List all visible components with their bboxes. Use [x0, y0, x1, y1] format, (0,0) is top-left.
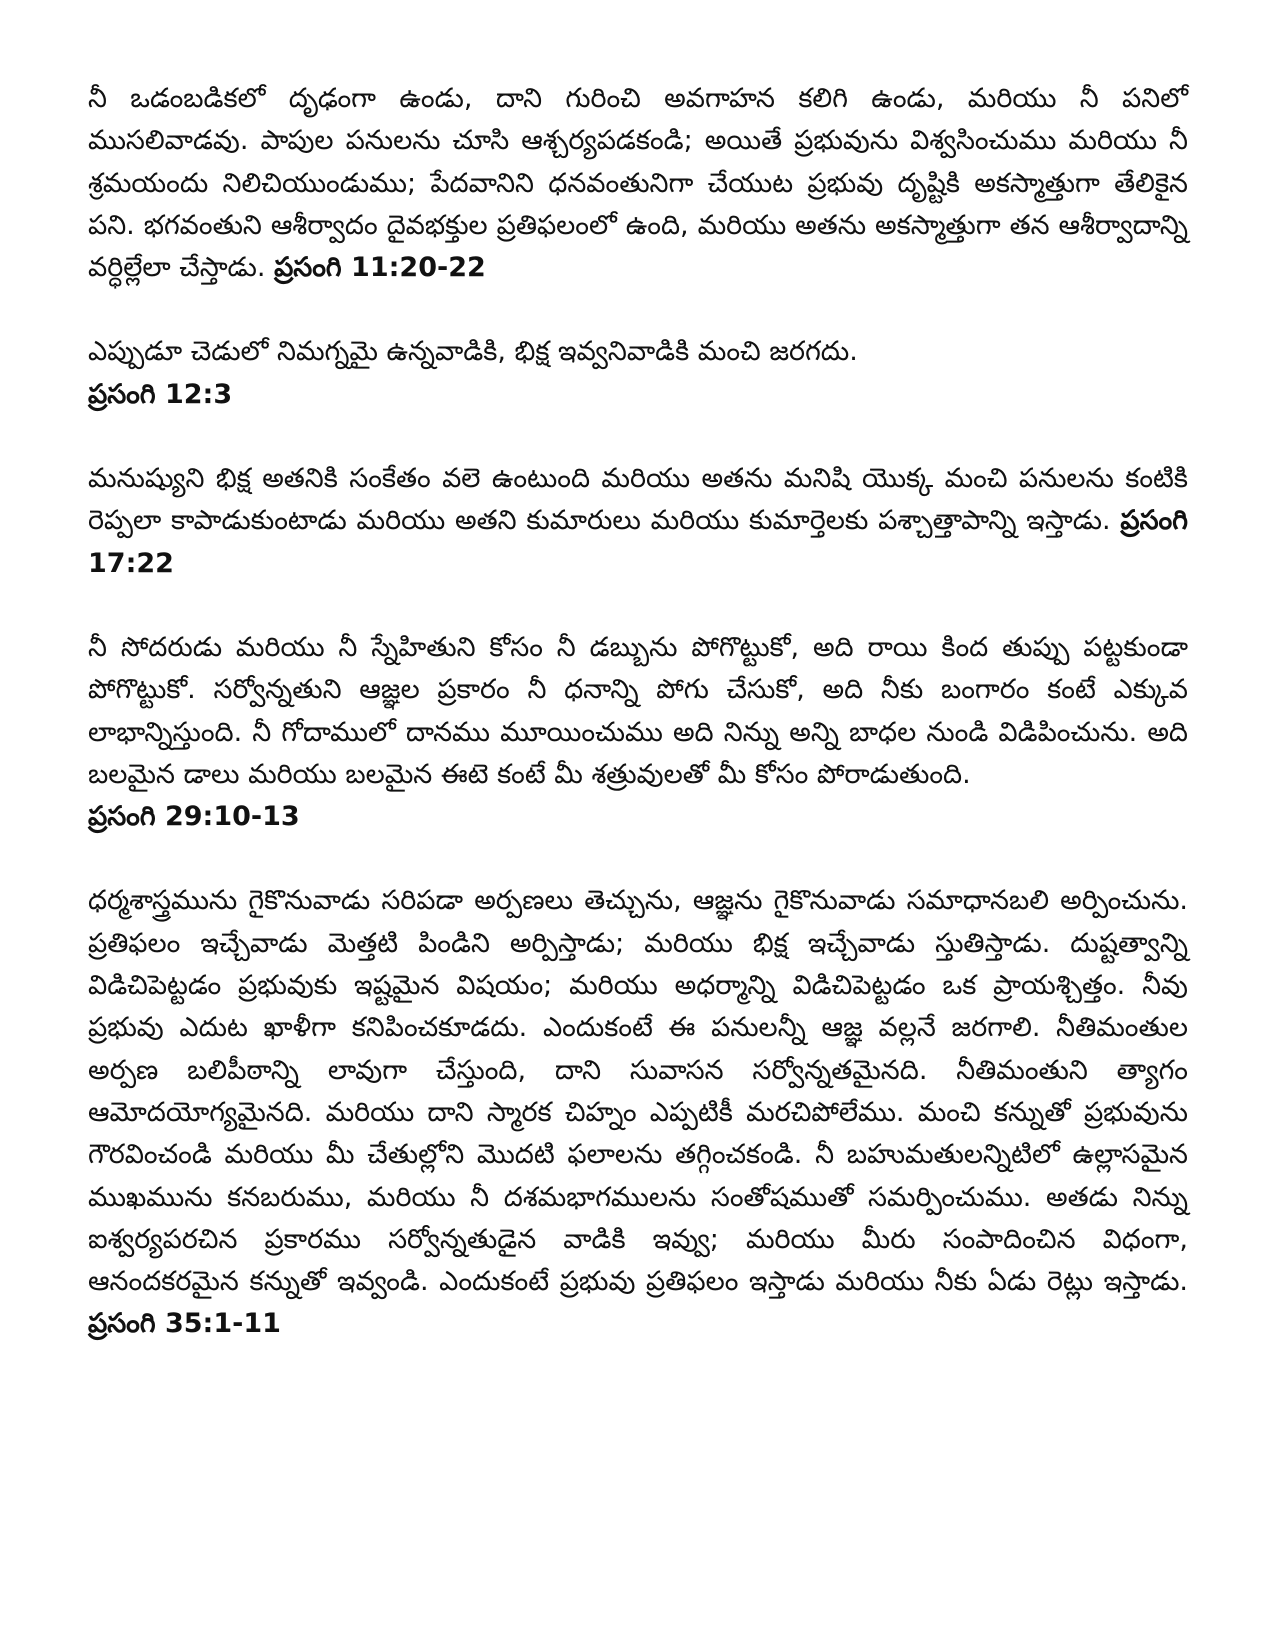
scripture-reference: ప్రసంగి 12:3 — [88, 378, 233, 410]
paragraph-4 — [88, 627, 1188, 838]
paragraph-text: నీ ఒడంబడికలో దృఢంగా ఉండు, దాని గురించి అవగాహన కలిగి ఉండు, మరియు నీ పనిలో ముసలివాడవు. పాపుల పనులను చూసి ఆశ్చర్యపడకండి; అయితే ప్రభువును విశ్వసించుము మరియు నీ శ్రమయందు నిలిచియుండుము; పేదవానిని ధనవంతునిగా చేయుట ప్రభువు దృష్టికి అకస్మాత్తుగా తేలికైన పని. భగవంతుని ఆశీర్వాదం దైవభక్తుల ప్రతిఫలంలో ఉంది, మరియు అతను అకస్మాత్తుగా తన ఆశీర్వాదాన్ని వర్ధిల్లేలా చేస్తాడు. — [88, 83, 1188, 284]
paragraph-text: ధర్మశాస్త్రమును గైకొనువాడు సరిపడా అర్పణలు తెచ్చును, ఆజ్ఞను గైకొనువాడు సమాధానబలి అర్పించును. ప్రతిఫలం ఇచ్చేవాడు మెత్తటి పిండిని అర్పిస్తాడు; మరియు భిక్ష ఇచ్చేవాడు స్తుతిస్తాడు. దుష్టత్వాన్ని విడిచిపెట్టడం ప్రభువుకు ఇష్టమైన విషయం; మరియు అధర్మాన్ని విడిచిపెట్టడం ఒక ప్రాయశ్చిత్తం. నీవు ప్రభువు ఎదుట ఖాళీగా కనిపించకూడదు. ఎందుకంటే ఈ పనులన్నీ ఆజ్ఞ వల్లనే జరగాలి. నీతిమంతుల అర్పణ బలిపీఠాన్ని లావుగా చేస్తుంది, దాని సువాసన సర్వోన్నతమైనది. నీతిమంతుని త్యాగం ఆమోదయోగ్యమైనది. మరియు దాని స్మారక చిహ్నం ఎప్పటికీ మరచిపోలేము. మంచి కన్నుతో ప్రభువును గౌరవించండి మరియు మీ చేతుల్లోని మొదటి ఫలాలను తగ్గించకండి. నీ బహుమతులన్నిటిలో ఉల్లాసమైన ముఖమును కనబరుము, మరియు నీ దశమభాగములను సంతోషముతో సమర్పించుము. అతడు నిన్ను ఐశ్వర్యపరచిన ప్రకారము సర్వోన్నతుడైన వాడికి ఇవ్వు; మరియు మీరు సంపాదించిన విధంగా, ఆనందకరమైన కన్నుతో ఇవ్వండి. ఎందుకంటే ప్రభువు ప్రతిఫలం ఇస్తాడు మరియు నీకు ఏడు రెట్లు ఇస్తాడు. — [88, 885, 1188, 1298]
paragraph-5 — [88, 880, 1188, 1345]
paragraph-2 — [88, 331, 1188, 416]
paragraph-3 — [88, 458, 1188, 585]
document-page — [88, 78, 1188, 1388]
scripture-reference: ప్రసంగి 35:1-11 — [88, 1308, 281, 1340]
paragraph-text: ఎప్పుడూ చెడులో నిమగ్నమై ఉన్నవాడికి, భిక్ష ఇవ్వనివాడికి మంచి జరగదు. — [88, 336, 858, 368]
paragraph-text: మనుష్యుని భిక్ష అతనికి సంకేతం వలె ఉంటుంది మరియు అతను మనిషి యొక్క మంచి పనులను కంటికి రెప్పలా కాపాడుకుంటాడు మరియు అతని కుమారులు మరియు కుమార్తెలకు పశ్చాత్తాపాన్ని ఇస్తాడు. — [88, 463, 1188, 537]
scripture-reference: ప్రసంగి 17:22 — [88, 505, 1188, 579]
scripture-reference: ప్రసంగి 29:10-13 — [88, 801, 300, 833]
scripture-reference: ప్రసంగి 11:20-22 — [274, 252, 486, 284]
paragraph-1 — [88, 78, 1188, 289]
paragraph-text: నీ సోదరుడు మరియు నీ స్నేహితుని కోసం నీ డబ్బును పోగొట్టుకో, అది రాయి కింద తుప్పు పట్టకుండా పోగొట్టుకో. సర్వోన్నతుని ఆజ్ఞల ప్రకారం నీ ధనాన్ని పోగు చేసుకో, అది నీకు బంగారం కంటే ఎక్కువ లాభాన్నిస్తుంది. నీ గోదాములో దానము మూయించుము అది నిన్ను అన్ని బాధల నుండి విడిపించును. అది బలమైన డాలు మరియు బలమైన ఈటె కంటే మీ శత్రువులతో మీ కోసం పోరాడుతుంది. — [88, 631, 1188, 790]
